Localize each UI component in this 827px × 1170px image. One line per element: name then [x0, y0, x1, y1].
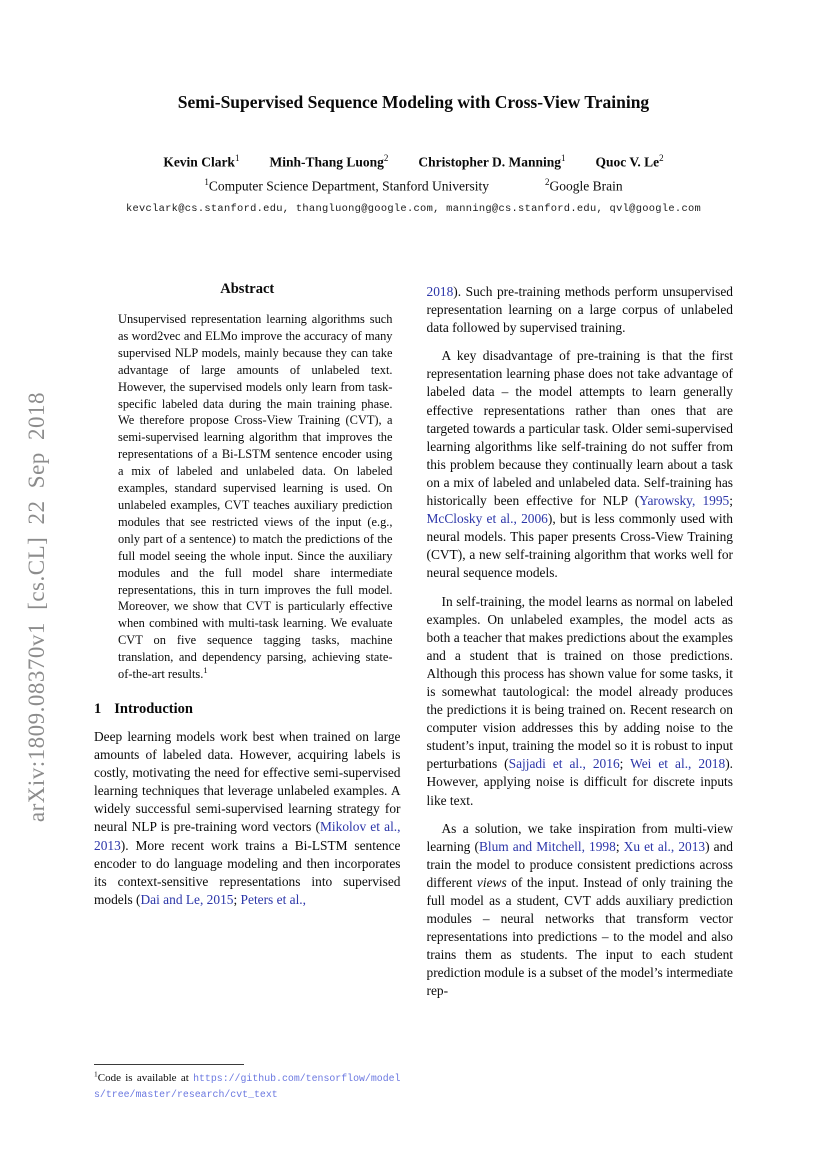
citation-link[interactable]: Mikolov et al., 2013: [94, 819, 401, 853]
abstract-heading: Abstract: [220, 281, 275, 297]
affiliations: [94, 177, 733, 195]
author: [418, 153, 565, 171]
left-column: [94, 281, 401, 1107]
author-name: Kevin Clark: [163, 154, 235, 170]
author-name: Quoc V. Le: [595, 154, 660, 170]
two-column-body: [94, 281, 733, 1107]
arxiv-watermark: arXiv:1809.08370v1 [cs.CL] 22 Sep 2018: [24, 391, 49, 823]
author-emails: kevclark@cs.stanford.edu, thangluong@google.com, manning@cs.stanford.edu, qvl@google.com: [125, 203, 702, 215]
footnote-rule: [94, 1064, 244, 1065]
author-affiliation-marker: 1: [234, 153, 240, 163]
affiliation-marker: 2: [544, 176, 550, 187]
section-number: 1: [94, 700, 102, 717]
citation-link[interactable]: Sajjadi et al., 2016: [508, 756, 620, 772]
author-name: Minh-Thang Luong: [269, 154, 384, 170]
author: [163, 153, 239, 171]
author: [269, 153, 388, 171]
author-list: [94, 153, 733, 171]
affiliation-name: Computer Science Department, Stanford University: [208, 178, 489, 193]
abstract-text: Unsupervised representation learning algorithms such as word2vec and ELMo improve the accuracy of many supervised NLP models, mainly because they can take advantage of large amounts of unlabeled text. However, the supervised models only learn from task-specific labeled data during the main training phase. We therefore propose Cross-View Training (CVT), a semi-supervised learning algorithm that improves the representations of a Bi-LSTM sentence encoder using a mix of labeled and unlabeled data. On labeled examples, standard supervised learning is used. On unlabeled examples, CVT teaches auxiliary prediction modules that see restricted views of the input (e.g., only part of a sentence) to match the predictions of the full model seeing the whole input. Since the auxiliary modules and the full model share intermediate representations, this in turn improves the full model. Moreover, we show that CVT is particularly effective when combined with multi-task learning. We evaluate CVT on five sequence tagging tasks, machine translation, and dependency parsing, achieving state-of-the-art results.$^1$: [118, 312, 393, 682]
affiliation: [204, 177, 489, 195]
author-name: Christopher D. Manning: [418, 154, 562, 170]
paragraph: As a solution, we take inspiration from multi-view learning (Blum and Mitchell, 1998; Xu et al., 2013) and train the model to produce consistent predictions across different views of the input. Instead of only training the full model as a student, CVT adds auxiliary prediction modules – neural networks that transform vector representations into predictions – to the model and also trains them as students. The input to each student prediction module is a subset of the model’s intermediate rep-: [426, 820, 733, 999]
affiliation-marker: 1: [204, 176, 209, 187]
footnote: [94, 1064, 401, 1107]
url-link[interactable]: https://github.com/tensorflow/models/tree/master/research/cvt_text: [94, 1073, 401, 1101]
citation-link[interactable]: Peters et al.,: [240, 891, 306, 907]
paragraph: 2018). Such pre-training methods perform unsupervised representation learning on a large corpus of unlabeled data followed by supervised training.: [426, 284, 733, 336]
affiliation: [545, 177, 623, 195]
footnote-text: $^1$Code is available at https://github.com/tensorflow/models/tree/master/research/cvt_text: [94, 1069, 401, 1101]
citation-link[interactable]: Dai and Le, 2015: [140, 891, 234, 907]
author-affiliation-marker: 1: [561, 153, 566, 163]
section-title: Introduction: [114, 700, 193, 717]
citation-link[interactable]: McClosky et al., 2006: [426, 511, 548, 527]
paragraph: In self-training, the model learns as normal on labeled examples. On unlabeled examples, the model acts as both a teacher that makes predictions about the examples and a student that is trained on those predictions. Although this process has shown value for some tasks, it is somewhat tautological: the model already produces the predictions it is being trained on. Recent research on computer vision addresses this by adding noise to the student’s input, training the model so it is robust to input perturbations (Sajjadi et al., 2016; Wei et al., 2018). However, applying noise is difficult for discrete inputs like text.: [426, 593, 733, 808]
author-affiliation-marker: 2: [383, 153, 389, 163]
citation-link[interactable]: 2018: [426, 284, 454, 299]
author-affiliation-marker: 2: [659, 153, 664, 163]
citation-link[interactable]: Blum and Mitchell, 1998: [478, 838, 616, 854]
paragraph: A key disadvantage of pre-training is that the first representation learning phase does not take advantage of labeled data – the model attempts to learn generally effective representations rather than ones that are targeted towards a particular task. Older semi-supervised learning algorithms like self-training do not suffer from this problem because they continually learn about a task on a mix of labeled and unlabeled data. Self-training has historically been effective for NLP (Yarowsky, 1995; McClosky et al., 2006), but is less commonly used with neural models. This paper presents Cross-View Training (CVT), a new self-training algorithm that works well for neural sequence models.: [426, 348, 733, 581]
author: [596, 153, 664, 171]
citation-link[interactable]: Wei et al., 2018: [630, 756, 726, 772]
right-column: [427, 281, 734, 1107]
affiliation-name: Google Brain: [549, 178, 623, 193]
paragraph: Deep learning models work best when trained on large amounts of labeled data. However, acquiring labels is costly, motivating the need for effective semi-supervised learning techniques that leverage unlabeled examples. A widely successful semi-supervised learning strategy for neural NLP is pre-training word vectors (Mikolov et al., 2013). More recent work trains a Bi-LSTM sentence encoder to do language modeling and then incorporates its context-sensitive representations into supervised models (Dai and Le, 2015; Peters et al.,: [94, 728, 401, 907]
paper-header: [94, 92, 733, 215]
paper-title: Semi-Supervised Sequence Modeling with Cross-View Training: [177, 92, 650, 112]
citation-link[interactable]: Xu et al., 2013: [623, 838, 706, 854]
citation-link[interactable]: Yarowsky, 1995: [639, 493, 730, 509]
section-heading-introduction: [94, 701, 401, 718]
